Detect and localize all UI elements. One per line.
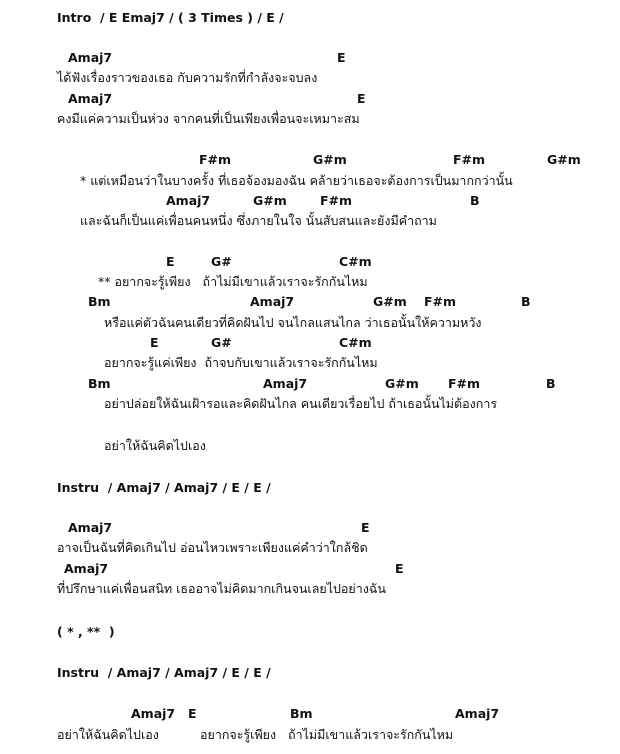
lyric-line: * แต่เหมือนว่าในบางครั้ง ที่เธอจ้องมองฉัน คล้ายว่าเธอจะต้องการเป็นมากกว่านั้น (80, 173, 513, 188)
chord: F#m (199, 152, 232, 167)
chord: C#m (339, 335, 372, 350)
chord: G#m (313, 152, 347, 167)
lyric-line: อยากจะรู้แค่เพียง ถ้าจบกับเขาแล้วเราจะรักกันไหม (104, 355, 378, 370)
chord: Bm (88, 294, 111, 309)
lyric-line: อย่าปล่อยให้ฉันเฝ้ารอและคิดฝันไกล คนเดียวเรื่อยไป ถ้าเธอนั้นไม่ต้องการ (104, 396, 498, 411)
chord: G# (211, 335, 232, 350)
lyric-line: ได้ฟังเรื่องราวของเธอ กับความรักที่กำลังจะจบลง (57, 70, 318, 85)
chord: Amaj7 (166, 193, 211, 208)
chord: F#m (448, 376, 481, 391)
chord: Amaj7 (68, 91, 113, 106)
chord: Amaj7 (263, 376, 308, 391)
chord: C#m (339, 254, 372, 269)
chord: B (521, 294, 531, 309)
lyric-line: คงมีแค่ความเป็นห่วง จากคนที่เป็นเพียงเพื่อนจะเหมาะสม (57, 111, 360, 126)
chord: F#m (453, 152, 486, 167)
chord: E (166, 254, 175, 269)
chord: Amaj7 (455, 706, 500, 721)
chord: Bm (290, 706, 313, 721)
chord: G#m (373, 294, 407, 309)
chord: F#m (320, 193, 353, 208)
chord: G#m (385, 376, 419, 391)
lyric-line: อย่าให้ฉันคิดไปเอง (57, 727, 159, 742)
lyric-line: หรือแค่ตัวฉันคนเดียวที่คิดฝันไป จนไกลแสนไกล ว่าเธอนั้นให้ความหวัง (104, 315, 482, 330)
chord: Amaj7 (68, 50, 113, 65)
chord: E (150, 335, 159, 350)
lyric-line: ที่ปรึกษาแค่เพื่อนสนิท เธออาจไม่คิดมากเกินจนเลยไปอย่างฉัน (57, 581, 386, 596)
chord: B (470, 193, 480, 208)
chord: Amaj7 (250, 294, 295, 309)
chord: G# (211, 254, 232, 269)
chord: E (361, 520, 370, 535)
chord: E (395, 561, 404, 576)
chord: B (546, 376, 556, 391)
chord: G#m (253, 193, 287, 208)
lyric-line: อยากจะรู้เพียง ถ้าไม่มีเขาแล้วเราจะรักกันไหม (200, 727, 454, 742)
chord: E (188, 706, 197, 721)
lyric-line: ** อยากจะรู้เพียง ถ้าไม่มีเขาแล้วเราจะรักกันไหม (98, 274, 368, 289)
chord: G#m (547, 152, 581, 167)
lyric-line: อาจเป็นฉันที่คิดเกินไป อ่อนไหวเพราะเพียงแค่คำว่าใกล้ชิด (57, 540, 368, 555)
chord: Amaj7 (64, 561, 109, 576)
chord: Bm (88, 376, 111, 391)
lyric-line: และฉันก็เป็นแค่เพื่อนคนหนึ่ง ซึ่งภายในใจ นั้นสับสนและยังมีคำถาม (80, 213, 437, 228)
intro-line: Intro / E Emaj7 / ( 3 Times ) / E / (57, 10, 284, 25)
repeat-marker: ( * , ** ) (57, 624, 115, 639)
chord: F#m (424, 294, 457, 309)
chord: E (337, 50, 346, 65)
instru-line: Instru / Amaj7 / Amaj7 / E / E / (57, 480, 271, 495)
instru-line: Instru / Amaj7 / Amaj7 / E / E / (57, 665, 271, 680)
chord: Amaj7 (131, 706, 176, 721)
lyric-line: อย่าให้ฉันคิดไปเอง (104, 438, 206, 453)
chord: Amaj7 (68, 520, 113, 535)
chord: E (357, 91, 366, 106)
